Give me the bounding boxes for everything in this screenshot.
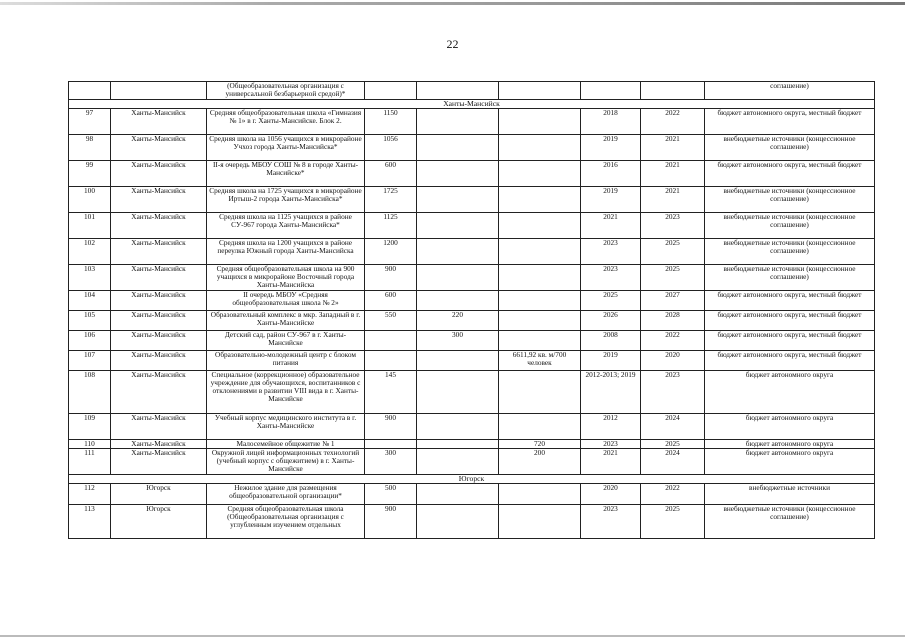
cell-num: 98 <box>69 134 111 160</box>
cell-c3 <box>499 160 581 186</box>
cell-end: 2021 <box>641 160 705 186</box>
cell-places: 500 <box>365 483 417 504</box>
cell-places: 300 <box>365 448 417 474</box>
cell-start: 2012-2013; 2019 <box>581 370 641 413</box>
cell-c3 <box>499 108 581 134</box>
cell-start: 2023 <box>581 238 641 264</box>
cell-name: Средняя школа на 1725 учащихся в микрорайоне Иртыш-2 города Ханты-Мансийска* <box>207 186 365 212</box>
cell-start <box>581 82 641 100</box>
cell-num: 110 <box>69 439 111 448</box>
cell-places: 1200 <box>365 238 417 264</box>
cell-end: 2021 <box>641 134 705 160</box>
cell-name: Малосемейное общежитие № 1 <box>207 439 365 448</box>
cell-c2 <box>417 108 499 134</box>
cell-source: бюджет автономного округа <box>705 413 875 439</box>
cell-num: 113 <box>69 504 111 538</box>
cell-name: Детский сад, район СУ-967 в г. Ханты-Мансийске <box>207 330 365 350</box>
cell-end: 2022 <box>641 108 705 134</box>
cell-num: 102 <box>69 238 111 264</box>
cell-c3 <box>499 264 581 290</box>
cell-name: Нежилое здание для размещения общеобразовательной организации* <box>207 483 365 504</box>
cell-c3: 720 <box>499 439 581 448</box>
cell-places <box>365 439 417 448</box>
cell-name: Средняя общеобразовательная школа (Общеобразовательная организация с углубленным изучением отдельных <box>207 504 365 538</box>
table-row <box>69 310 875 330</box>
cell-start: 2019 <box>581 186 641 212</box>
table-row <box>69 212 875 238</box>
cell-c3 <box>499 330 581 350</box>
cell-num: 105 <box>69 310 111 330</box>
cell-start: 2021 <box>581 212 641 238</box>
cell-c3 <box>499 238 581 264</box>
cell-source: бюджет автономного округа, местный бюджет <box>705 160 875 186</box>
cell-places <box>365 350 417 370</box>
cell-c2 <box>417 439 499 448</box>
section-header-row <box>69 474 875 483</box>
cell-start: 2019 <box>581 350 641 370</box>
cell-places <box>365 82 417 100</box>
page-number: 22 <box>446 37 459 51</box>
cell-source: бюджет автономного округа <box>705 370 875 413</box>
cell-c2 <box>417 370 499 413</box>
table-row <box>69 439 875 448</box>
cell-c2 <box>417 212 499 238</box>
cell-num: 109 <box>69 413 111 439</box>
cell-name: Учебный корпус медицинского института в г. Ханты-Мансийске <box>207 413 365 439</box>
cell-start: 2025 <box>581 290 641 310</box>
cell-start: 2026 <box>581 310 641 330</box>
cell-start: 2023 <box>581 264 641 290</box>
cell-source: бюджет автономного округа, местный бюджет <box>705 290 875 310</box>
cell-city: Ханты-Мансийск <box>111 238 207 264</box>
cell-end: 2025 <box>641 504 705 538</box>
cell-c2 <box>417 186 499 212</box>
cell-city: Ханты-Мансийск <box>111 108 207 134</box>
cell-name: Средняя школа на 1056 учащихся в микрорайоне Учхоз города Ханты-Мансийска* <box>207 134 365 160</box>
cell-city: Ханты-Мансийск <box>111 439 207 448</box>
scan-bottom-edge <box>0 635 905 637</box>
cell-places: 900 <box>365 264 417 290</box>
cell-places <box>365 330 417 350</box>
cell-name: Средняя школа на 1200 учащихся в районе переулка Южный города Ханты-Мансийска <box>207 238 365 264</box>
cell-num: 111 <box>69 448 111 474</box>
cell-places: 550 <box>365 310 417 330</box>
cell-c2 <box>417 448 499 474</box>
cell-end: 2022 <box>641 483 705 504</box>
table-row <box>69 238 875 264</box>
cell-source: внебюджетные источники (концессионное соглашение) <box>705 504 875 538</box>
cell-num: 108 <box>69 370 111 413</box>
cell-source: бюджет автономного округа, местный бюджет <box>705 330 875 350</box>
cell-c3 <box>499 82 581 100</box>
cell-city: Ханты-Мансийск <box>111 212 207 238</box>
cell-start: 2016 <box>581 160 641 186</box>
cell-end: 2025 <box>641 238 705 264</box>
cell-end: 2025 <box>641 264 705 290</box>
cell-c2 <box>417 238 499 264</box>
objects-table <box>68 81 875 539</box>
cell-city: Югорск <box>111 504 207 538</box>
cell-places: 145 <box>365 370 417 413</box>
cell-start: 2012 <box>581 413 641 439</box>
cell-city: Ханты-Мансийск <box>111 370 207 413</box>
table-row <box>69 370 875 413</box>
cell-c3 <box>499 310 581 330</box>
cell-name: Средняя общеобразовательная школа на 900 учащихся в микрорайоне Восточный города Ханты-Мансийска <box>207 264 365 290</box>
cell-end: 2020 <box>641 350 705 370</box>
cell-num: 107 <box>69 350 111 370</box>
cell-c2: 220 <box>417 310 499 330</box>
cell-city: Ханты-Мансийск <box>111 160 207 186</box>
cell-num: 101 <box>69 212 111 238</box>
cell-name: II-я очередь МБОУ СОШ № 8 в городе Ханты-Мансийске* <box>207 160 365 186</box>
section-header-row <box>69 99 875 108</box>
cell-city: Ханты-Мансийск <box>111 186 207 212</box>
cell-end: 2025 <box>641 439 705 448</box>
cell-source: внебюджетные источники (концессионное соглашение) <box>705 186 875 212</box>
cell-start: 2023 <box>581 504 641 538</box>
cell-name: II очередь МБОУ «Средняя общеобразовательная школа № 2» <box>207 290 365 310</box>
cell-num: 100 <box>69 186 111 212</box>
cell-c2 <box>417 82 499 100</box>
cell-num: 112 <box>69 483 111 504</box>
cell-end: 2021 <box>641 186 705 212</box>
cell-name: Окружной лицей информационных технологий (учебный корпус с общежитием) в г. Ханты-Мансийске <box>207 448 365 474</box>
cell-name: Специальное (коррекционное) образовательное учреждение для обучающихся, воспитанников с отклонениями в развитии VIII вида в г. Ханты-Мансийске <box>207 370 365 413</box>
cell-c3 <box>499 483 581 504</box>
table-body <box>69 82 875 539</box>
cell-c3 <box>499 134 581 160</box>
table-row <box>69 504 875 538</box>
cell-start: 2020 <box>581 483 641 504</box>
cell-places: 600 <box>365 290 417 310</box>
cell-city: Ханты-Мансийск <box>111 290 207 310</box>
cell-c3 <box>499 504 581 538</box>
cell-source: бюджет автономного округа, местный бюджет <box>705 310 875 330</box>
cell-start: 2021 <box>581 448 641 474</box>
table-row <box>69 186 875 212</box>
section-title: Югорск <box>69 474 875 483</box>
cell-places: 1125 <box>365 212 417 238</box>
cell-c3 <box>499 290 581 310</box>
cell-city: Ханты-Мансийск <box>111 448 207 474</box>
cell-name: (Общеобразовательная организация с универсальной безбарьерной средой)* <box>207 82 365 100</box>
cell-source: бюджет автономного округа <box>705 448 875 474</box>
cell-c3 <box>499 186 581 212</box>
cell-city <box>111 82 207 100</box>
cell-c2 <box>417 504 499 538</box>
cell-source: соглашение) <box>705 82 875 100</box>
cell-start: 2023 <box>581 439 641 448</box>
cell-source: бюджет автономного округа, местный бюджет <box>705 350 875 370</box>
table-row <box>69 413 875 439</box>
cell-c2: 300 <box>417 330 499 350</box>
cell-end: 2024 <box>641 413 705 439</box>
cell-city: Ханты-Мансийск <box>111 330 207 350</box>
table-row <box>69 82 875 100</box>
cell-end: 2023 <box>641 212 705 238</box>
cell-name: Средняя школа на 1125 учащихся в районе СУ-967 города Ханты-Мансийска* <box>207 212 365 238</box>
cell-source: бюджет автономного округа <box>705 439 875 448</box>
cell-name: Образовательный комплекс в мкр. Западный в г. Ханты-Мансийске <box>207 310 365 330</box>
cell-start: 2018 <box>581 108 641 134</box>
cell-num: 97 <box>69 108 111 134</box>
table-row <box>69 108 875 134</box>
cell-source: внебюджетные источники (концессионное соглашение) <box>705 212 875 238</box>
table-row <box>69 448 875 474</box>
cell-num: 106 <box>69 330 111 350</box>
cell-c3 <box>499 413 581 439</box>
cell-end <box>641 82 705 100</box>
cell-end: 2028 <box>641 310 705 330</box>
cell-source: внебюджетные источники <box>705 483 875 504</box>
scan-top-edge <box>0 2 905 5</box>
cell-c3: 6611,92 кв. м/700 человек <box>499 350 581 370</box>
cell-c2 <box>417 264 499 290</box>
cell-c2 <box>417 413 499 439</box>
cell-c2 <box>417 483 499 504</box>
cell-city: Ханты-Мансийск <box>111 264 207 290</box>
cell-places: 1150 <box>365 108 417 134</box>
cell-source: внебюджетные источники (концессионное соглашение) <box>705 134 875 160</box>
cell-c3 <box>499 370 581 413</box>
cell-start: 2019 <box>581 134 641 160</box>
cell-num: 103 <box>69 264 111 290</box>
cell-c2 <box>417 350 499 370</box>
cell-city: Ханты-Мансийск <box>111 310 207 330</box>
cell-end: 2023 <box>641 370 705 413</box>
cell-places: 900 <box>365 504 417 538</box>
cell-name: Средняя общеобразовательная школа «Гимназия № 1» в г. Ханты-Мансийске. Блок 2. <box>207 108 365 134</box>
cell-source: внебюджетные источники (концессионное соглашение) <box>705 238 875 264</box>
cell-places: 600 <box>365 160 417 186</box>
table-row <box>69 290 875 310</box>
cell-num: 99 <box>69 160 111 186</box>
table-row <box>69 483 875 504</box>
cell-source: бюджет автономного округа, местный бюджет <box>705 108 875 134</box>
cell-places: 1725 <box>365 186 417 212</box>
cell-places: 1056 <box>365 134 417 160</box>
cell-city: Ханты-Мансийск <box>111 134 207 160</box>
cell-end: 2027 <box>641 290 705 310</box>
cell-c2 <box>417 290 499 310</box>
cell-city: Югорск <box>111 483 207 504</box>
table-row <box>69 160 875 186</box>
table-row <box>69 264 875 290</box>
cell-c3: 200 <box>499 448 581 474</box>
cell-num <box>69 82 111 100</box>
table-row <box>69 134 875 160</box>
cell-end: 2024 <box>641 448 705 474</box>
table-row <box>69 330 875 350</box>
cell-end: 2022 <box>641 330 705 350</box>
cell-start: 2008 <box>581 330 641 350</box>
cell-c2 <box>417 134 499 160</box>
cell-c2 <box>417 160 499 186</box>
cell-places: 900 <box>365 413 417 439</box>
cell-city: Ханты-Мансийск <box>111 413 207 439</box>
cell-num: 104 <box>69 290 111 310</box>
cell-name: Образовательно-молодежный центр с блоком питания <box>207 350 365 370</box>
cell-c3 <box>499 212 581 238</box>
cell-city: Ханты-Мансийск <box>111 350 207 370</box>
section-title: Ханты-Мансийск <box>69 99 875 108</box>
table-row <box>69 350 875 370</box>
cell-source: внебюджетные источники (концессионное соглашение) <box>705 264 875 290</box>
